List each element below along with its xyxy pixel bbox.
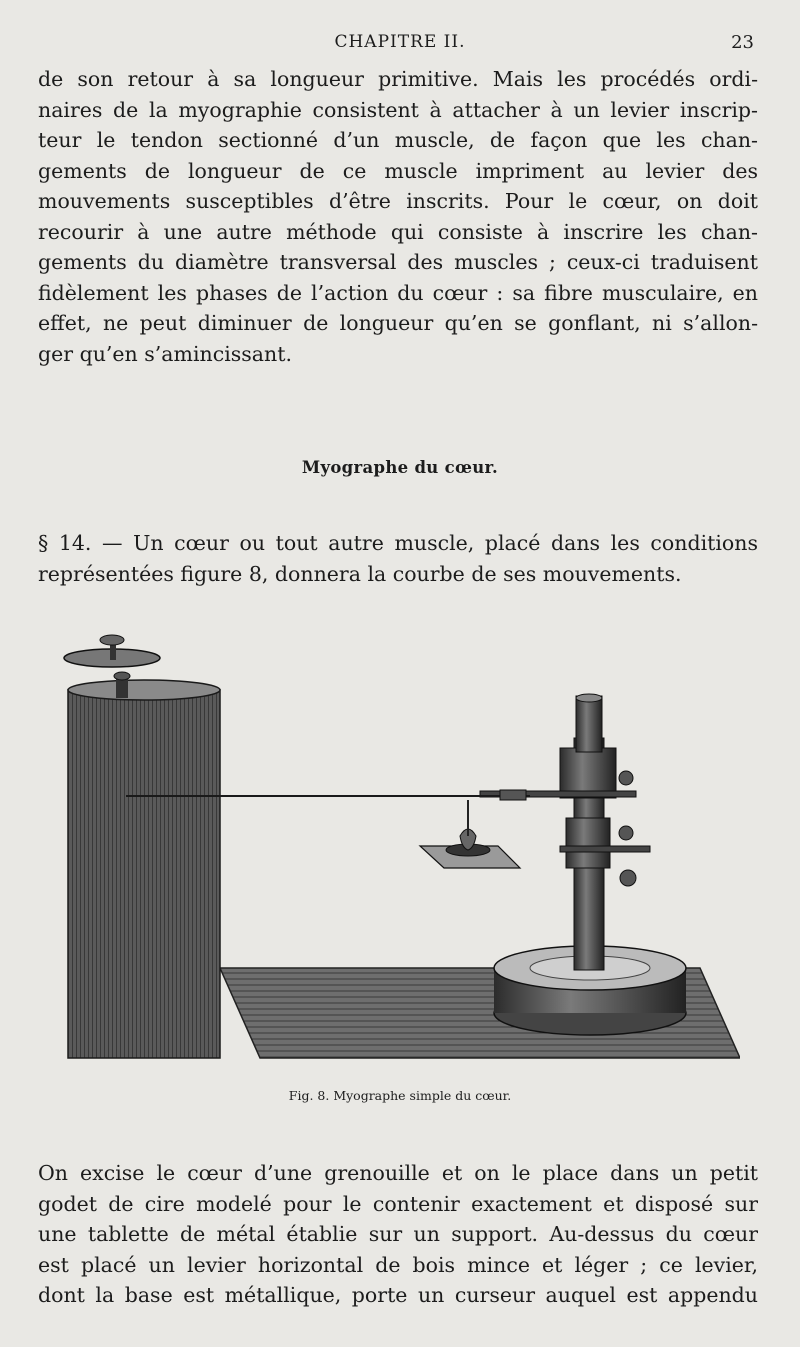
text-line: recourir à une autre méthode qui consiste à inscrire les chan- [38, 219, 758, 244]
figure-caption: Fig. 8. Myographe simple du cœur. [288, 1088, 512, 1103]
section-heading: Myographe du cœur. [301, 458, 499, 477]
text-line: godet de cire modelé pour le contenir exactement et disposé sur [38, 1191, 758, 1216]
text-line: On excise le cœur d’une grenouille et on le place dans un petit [38, 1161, 758, 1185]
text-line: est placé un levier horizontal de bois mince et léger ; ce levier, [38, 1252, 758, 1277]
paragraph-2 [38, 528, 758, 589]
recording-drum [68, 690, 220, 1058]
text-line: mouvements susceptibles d’être inscrits. Pour le cœur, on doit [38, 189, 758, 213]
text-line: gements de longueur de ce muscle impriment au levier des [38, 158, 758, 183]
text-line: une tablette de métal établie sur un support. Au-dessus du cœur [38, 1222, 758, 1246]
paragraph-3 [38, 1158, 758, 1311]
text-line: dont la base est métallique, porte un curseur auquel est appendu [38, 1283, 758, 1307]
text-line: effet, ne peut diminuer de longueur qu’en se gonflant, ni s’allon- [38, 311, 758, 335]
text-line: représentées figure 8, donnera la courbe de ses mouvements. [38, 561, 682, 586]
text-line: teur le tendon sectionné d’un muscle, de façon que les chan- [38, 128, 758, 152]
running-head [0, 32, 800, 58]
text-line: naires de la myographie consistent à attacher à un levier inscrip- [38, 97, 758, 122]
text-line: ger qu’en s’amincissant. [38, 341, 292, 366]
text-line: gements du diamètre transversal des muscles ; ceux-ci traduisent [38, 250, 758, 274]
paragraph-1 [38, 64, 758, 369]
text-line: fidèlement les phases de l’action du cœur : sa fibre musculaire, en [38, 280, 758, 305]
text-line: § 14. — Un cœur ou tout autre muscle, placé dans les conditions [38, 531, 758, 555]
page-number: 23 [731, 32, 754, 53]
chapter-title: CHAPITRE II. [334, 32, 466, 52]
text-line: de son retour à sa longueur primitive. Mais les procédés ordi- [38, 67, 758, 91]
myograph-engraving [60, 628, 740, 1068]
